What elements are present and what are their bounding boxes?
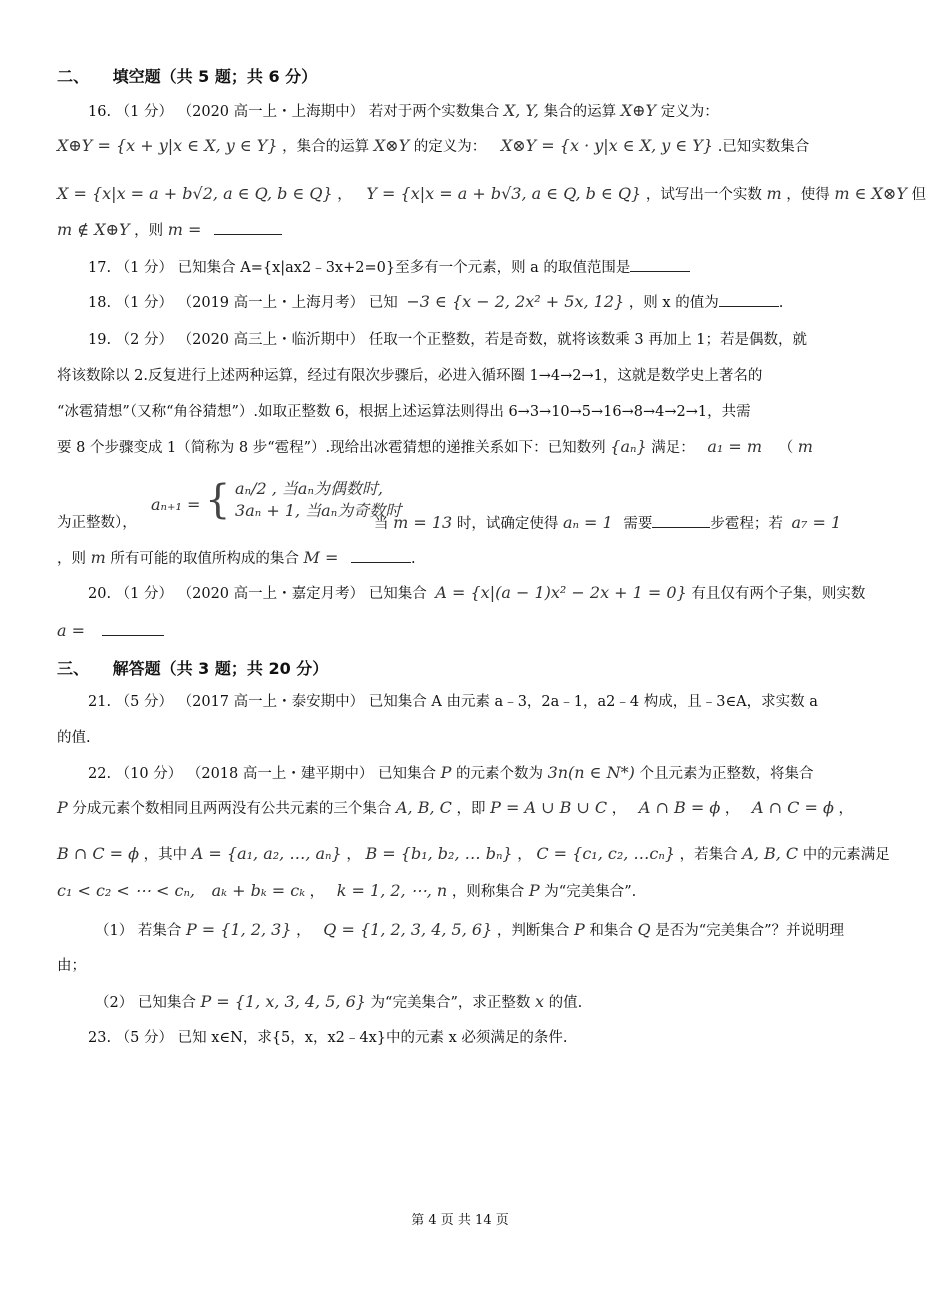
q20-line-2: a = bbox=[57, 621, 164, 642]
q22-line-2: P 分成元素个数相同且两两没有公共元素的三个集合 A, B, C ，即 P = A ∪ B ∪ C ， A ∩ B = ϕ ， A ∩ C = ϕ ， bbox=[57, 798, 853, 817]
section-number: 三、 bbox=[57, 659, 90, 678]
q21-line-1: 21. （5 分） （2017 高一上・泰安期中） 已知集合 A 由元素 a﹣3，2a﹣1，a2﹣4 构成，且﹣3∈A，求实数 a bbox=[88, 694, 818, 710]
answer-blank[interactable] bbox=[102, 621, 164, 636]
section-title: 填空题（共 5 题；共 6 分） bbox=[112, 67, 318, 86]
page-footer: 第 4 页 共 14 页 bbox=[411, 1213, 509, 1228]
q19-line-4: 要 8 个步骤变成 1（简称为 8 步“雹程”）.现给出冰雹猜想的递推关系如下：已知数列 {aₙ} 满足： a₁ = m （ m bbox=[57, 437, 813, 456]
q19-line-6: ，则 m 所有可能的取值所构成的集合 M = . bbox=[57, 548, 416, 567]
q19-line-5-right: 当 m = 13 时，试确定使得 aₙ = 1 需要 步雹程；若 a₇ = 1 bbox=[374, 513, 842, 532]
q22-part-1: （1） 若集合 P = {1, 2, 3} ， Q = {1, 2, 3, 4, 5, 6} ，判断集合 P 和集合 Q 是否为“完美集合”？并说明理 bbox=[95, 920, 845, 939]
q19-line-1: 19. （2 分） （2020 高三上・临沂期中） 任取一个正整数，若是奇数，就将该数乘 3 再加上 1；若是偶数，就 bbox=[88, 332, 808, 348]
q23-line: 23. （5 分） 已知 x∈N，求{5，x，x2﹣4x}中的元素 x 必须满足的条件. bbox=[88, 1030, 568, 1046]
answer-blank[interactable] bbox=[719, 292, 779, 307]
q16-line-2: X⊕Y = {x + y|x ∈ X, y ∈ Y} ，集合的运算 X⊗Y 的定义为： X⊗Y = {x · y|x ∈ X, y ∈ Y} .已知实数集合 bbox=[57, 136, 810, 155]
answer-blank[interactable] bbox=[214, 220, 282, 235]
q20-line-1: 20. （1 分） （2020 高一上・嘉定月考） 已知集合 A = {x|(a − 1)x² − 2x + 1 = 0} 有且仅有两个子集，则实数 bbox=[88, 583, 866, 602]
q17-line: 17. （1 分） 已知集合 A={x|ax2﹣3x+2=0}至多有一个元素，则 a 的取值范围是 bbox=[88, 257, 690, 278]
section-number: 二、 bbox=[57, 67, 90, 86]
q18-line: 18. （1 分） （2019 高一上・上海月考） 已知 −3 ∈ {x − 2, 2x² + 5x, 12} ，则 x 的值为 . bbox=[88, 292, 784, 311]
section-2-heading bbox=[57, 64, 317, 87]
q16-line-3: X = {x|x = a + b√2, a ∈ Q, b ∈ Q} ， Y = {x|x = a + b√3, a ∈ Q, b ∈ Q} ，试写出一个实数 m ，使得 m ∈ X⊗Y 但 bbox=[57, 184, 926, 203]
q19-line-5: 为正整数）， bbox=[57, 515, 137, 531]
q22-part-2: （2） 已知集合 P = {1, x, 3, 4, 5, 6} 为“完美集合”，求正整数 x 的值. bbox=[95, 992, 583, 1011]
section-title: 解答题（共 3 题；共 20 分） bbox=[112, 659, 329, 678]
answer-blank[interactable] bbox=[351, 548, 411, 563]
q22-line-3: B ∩ C = ϕ ，其中 A = {a₁, a₂, …, aₙ} ， B = {b₁, b₂, … bₙ} ， C = {c₁, c₂, …cₙ} ，若集合 A, B, C 中的元素满足 bbox=[57, 844, 890, 863]
q16-line-4: m ∉ X⊕Y ，则 m = bbox=[57, 220, 282, 241]
q22-part-1-cont: 由； bbox=[57, 958, 86, 974]
q21-line-2: 的值. bbox=[57, 730, 91, 746]
section-3-heading bbox=[57, 656, 328, 679]
q19-recurrence: aₙ₊₁ = { aₙ/2 , 当aₙ为偶数时, 3aₙ + 1, 当aₙ为奇数时 bbox=[151, 477, 402, 523]
q16-line-1: 16. （1 分） （2020 高一上・上海期中） 若对于两个实数集合 X, Y, 集合的运算 X⊕Y 定义为： bbox=[88, 101, 719, 120]
answer-blank[interactable] bbox=[652, 513, 710, 528]
q19-line-2: 将该数除以 2.反复进行上述两种运算，经过有限次步骤后，必进入循环圈 1→4→2→1，这就是数学史上著名的 bbox=[57, 368, 763, 384]
q22-line-4: c₁ < c₂ < ⋯ < cₙ, aₖ + bₖ = cₖ ， k = 1, 2, ⋯, n ，则称集合 P 为“完美集合”. bbox=[57, 881, 637, 900]
answer-blank[interactable] bbox=[630, 257, 690, 272]
q19-line-3: “冰雹猜想”（又称“角谷猜想”）.如取正整数 6，根据上述运算法则得出 6→3→10→5→16→8→4→2→1，共需 bbox=[57, 404, 751, 420]
q22-line-1: 22. （10 分） （2018 高一上・建平期中） 已知集合 P 的元素个数为 3n(n ∈ N*) 个且元素为正整数，将集合 bbox=[88, 763, 814, 782]
